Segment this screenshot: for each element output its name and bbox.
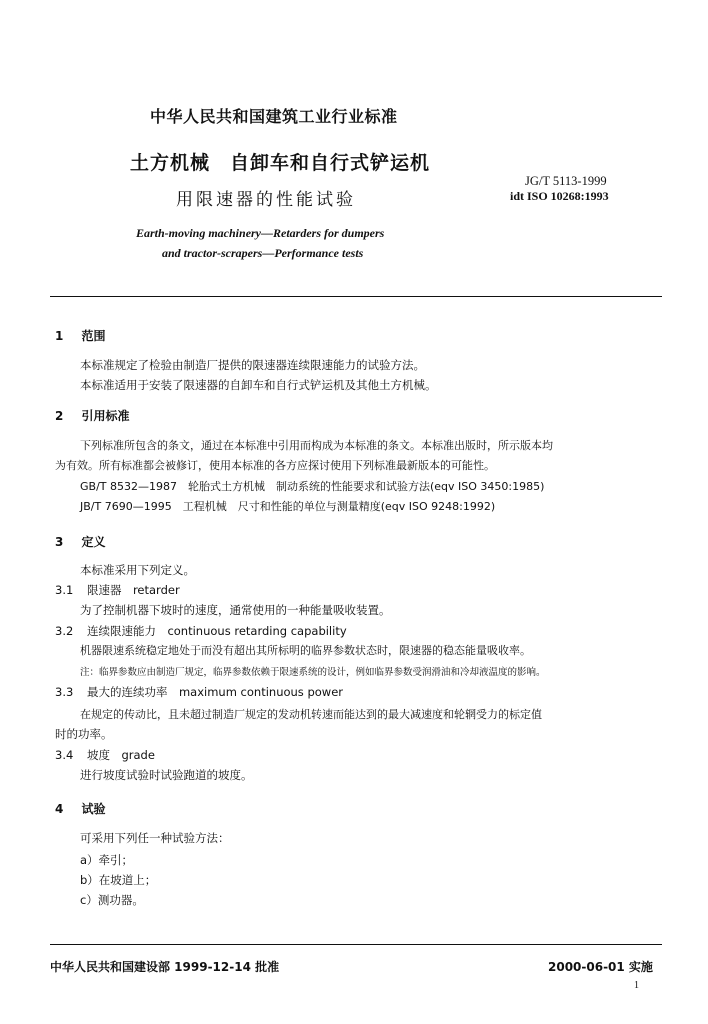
- section-1-heading: [55, 327, 106, 344]
- definition-term: 坡度 grade: [86, 748, 155, 762]
- definition-3-1: [55, 582, 180, 599]
- english-title-line1: Earth-moving machinery—Retarders for dumpers: [136, 226, 385, 240]
- section-title: 引用标准: [81, 409, 130, 423]
- paragraph: 为有效。所有标准都会被修订，使用本标准的各方应探讨使用下列标准最新版本的可能性。: [55, 459, 495, 472]
- definition-text: 机器限速系统稳定地处于而没有超出其所标明的临界参数状态时，限速器的稳态能量吸收率。: [80, 644, 531, 657]
- definition-text: 为了控制机器下坡时的速度，通常使用的一种能量吸收装置。: [80, 603, 391, 617]
- reference-item: JB/T 7690—1995 工程机械 尺寸和性能的单位与测量精度(eqv ISO 9248:1992): [80, 500, 496, 513]
- iso-equivalent: idt ISO 10268:1993: [510, 189, 609, 203]
- implementation-date: 2000-06-01 实施: [548, 960, 653, 974]
- definition-note: 注：临界参数应由制造厂规定，临界参数依赖于限速系统的设计，例如临界参数受润滑油和冷却液温度的影响。: [80, 667, 546, 678]
- reference-item: GB/T 8532—1987 轮胎式土方机械 制动系统的性能要求和试验方法(eqv ISO 3450:1985): [80, 480, 545, 493]
- paragraph: 本标准规定了检验由制造厂提供的限速器连续限速能力的试验方法。: [80, 358, 425, 372]
- list-item: c）测功器。: [80, 893, 144, 907]
- definition-term: 限速器 retarder: [86, 583, 180, 597]
- section-number: 1: [55, 329, 64, 343]
- definition-term: 连续限速能力 continuous retarding capability: [86, 624, 347, 638]
- definition-number: 3.1: [55, 583, 74, 597]
- paragraph: 可采用下列任一种试验方法：: [80, 831, 230, 845]
- header-divider: [50, 296, 662, 297]
- section-number: 3: [55, 535, 64, 549]
- page-number: 1: [634, 980, 639, 991]
- english-title-line2: and tractor-scrapers—Performance tests: [162, 246, 364, 260]
- definition-3-3: [55, 684, 343, 701]
- standard-category: 中华人民共和国建筑工业行业标准: [150, 107, 398, 126]
- paragraph: 下列标准所包含的条文，通过在本标准中引用而构成为本标准的条文。本标准出版时，所示版本均: [80, 439, 553, 452]
- definition-text: 在规定的传动比，且未超过制造厂规定的发动机转速而能达到的最大减速度和轮辋受力的标定值: [80, 708, 542, 721]
- document-title-line1: 土方机械 自卸车和自行式铲运机: [130, 152, 431, 174]
- section-3-heading: [55, 533, 106, 550]
- section-title: 范围: [81, 329, 106, 343]
- section-number: 4: [55, 802, 64, 816]
- approval-info: 中华人民共和国建设部 1999-12-14 批准: [50, 960, 280, 974]
- definition-number: 3.2: [55, 624, 74, 638]
- section-title: 试验: [81, 802, 106, 816]
- definition-3-4: [55, 747, 155, 764]
- definition-number: 3.4: [55, 748, 74, 762]
- definition-number: 3.3: [55, 685, 74, 699]
- document-title-line2: 用限速器的性能试验: [176, 190, 356, 210]
- section-2-heading: [55, 407, 130, 424]
- list-item: a）牵引；: [80, 853, 134, 867]
- section-title: 定义: [81, 535, 106, 549]
- definition-text: 进行坡度试验时试验跑道的坡度。: [80, 768, 253, 782]
- section-number: 2: [55, 409, 64, 423]
- section-4-heading: [55, 800, 106, 817]
- standard-number: JG/T 5113-1999: [525, 174, 607, 188]
- footer-divider: [50, 944, 662, 945]
- paragraph: 本标准适用于安装了限速器的自卸车和自行式铲运机及其他土方机械。: [80, 378, 437, 392]
- definition-3-2: [55, 623, 347, 640]
- list-item: b）在坡道上；: [80, 873, 157, 887]
- paragraph: 本标准采用下列定义。: [80, 563, 195, 577]
- definition-term: 最大的连续功率 maximum continuous power: [86, 685, 343, 699]
- definition-text: 时的功率。: [55, 727, 113, 741]
